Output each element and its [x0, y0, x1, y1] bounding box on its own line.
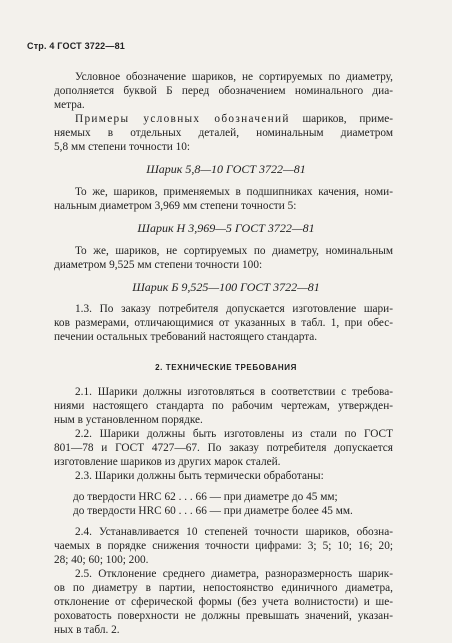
- paragraph-line: ков размерами, отличающимися от указанных в табл. 1, при обес-: [54, 317, 393, 329]
- paragraph-line: ных в табл. 2.: [54, 624, 120, 636]
- paragraph-line: Условное обозначение шариков, не сортируемых по диаметру,: [75, 71, 393, 83]
- example-designation: Шарик 5,8—10 ГОСТ 3722—81: [146, 162, 306, 176]
- paragraph-line: То же, шариков, применяемых в подшипниках качения, номи-: [75, 186, 393, 198]
- example-designation: Шарик Б 9,525—100 ГОСТ 3722—81: [132, 280, 320, 294]
- paragraph-line: диаметром 9,525 мм степени точности 100:: [54, 259, 263, 271]
- hardness-line: до твердости HRC 60 . . . 66 — при диаметре более 45 мм.: [73, 505, 353, 517]
- paragraph-line: [75, 113, 393, 126]
- paragraph-line: отклонение от сферической формы (без учета волнистости) и ше-: [54, 596, 393, 608]
- paragraph-line: 801—78 и ГОСТ 4727—67. По заказу потребителя допускается: [54, 442, 393, 454]
- paragraph-line: ниями настоящего стандарта по рабочим чертежам, утвержден-: [54, 400, 393, 412]
- paragraph-line: роховатость поверхности не должны превышать значений, указан-: [54, 610, 393, 622]
- paragraph-line: печении остальных требований настоящего стандарта.: [54, 331, 318, 343]
- paragraph-line: То же, шариков, не сортируемых по диаметру, номинальным: [75, 245, 393, 257]
- paragraph-line: 1.3. По заказу потребителя допускается изготовление шари-: [75, 303, 393, 315]
- paragraph-line: дополняется буквой Б перед обозначением номинального диа-: [54, 85, 393, 97]
- lead-rest: шариков, приме-: [289, 113, 393, 125]
- page-header: Стр. 4 ГОСТ 3722—81: [27, 41, 126, 51]
- paragraph-line: изготовление шариков из других марок сталей.: [54, 456, 281, 468]
- paragraph-line: 2.3. Шарики должны быть термически обработаны:: [75, 470, 324, 482]
- section-title: 2. ТЕХНИЧЕСКИЕ ТРЕБОВАНИЯ: [155, 363, 297, 372]
- paragraph-line: метра.: [54, 99, 85, 111]
- paragraph-line: нальным диаметром 3,969 мм степени точности 5:: [54, 200, 297, 212]
- paragraph-line: 28; 40; 60; 100; 200.: [54, 554, 149, 566]
- paragraph-line: 2.1. Шарики должны изготовляться в соответствии с требова-: [75, 386, 393, 398]
- paragraph-line: няемых в отдельных деталей, номинальным диаметром: [54, 127, 393, 139]
- paragraph-line: 2.5. Отклонение среднего диаметра, разноразмерность шарик-: [75, 568, 393, 580]
- spaced-lead: Примеры условных обозначений: [75, 113, 290, 125]
- paragraph-line: ов по диаметру в партии, непостоянство единичного диаметра,: [54, 582, 393, 594]
- example-designation: Шарик Н 3,969—5 ГОСТ 3722—81: [137, 221, 315, 235]
- paragraph-line: 2.4. Устанавливается 10 степеней точности шариков, обозна-: [75, 526, 393, 538]
- paragraph-line: чаемых в порядке снижения точности цифрами: 3; 5; 10; 16; 20;: [54, 540, 393, 552]
- paragraph-line: 2.2. Шарики должны быть изготовлены из стали по ГОСТ: [75, 428, 393, 440]
- paragraph-line: ным в установленном порядке.: [54, 414, 203, 426]
- paragraph-line: 5,8 мм степени точности 10:: [54, 141, 191, 153]
- hardness-line: до твердости HRC 62 . . . 66 — при диаметре до 45 мм;: [73, 491, 338, 503]
